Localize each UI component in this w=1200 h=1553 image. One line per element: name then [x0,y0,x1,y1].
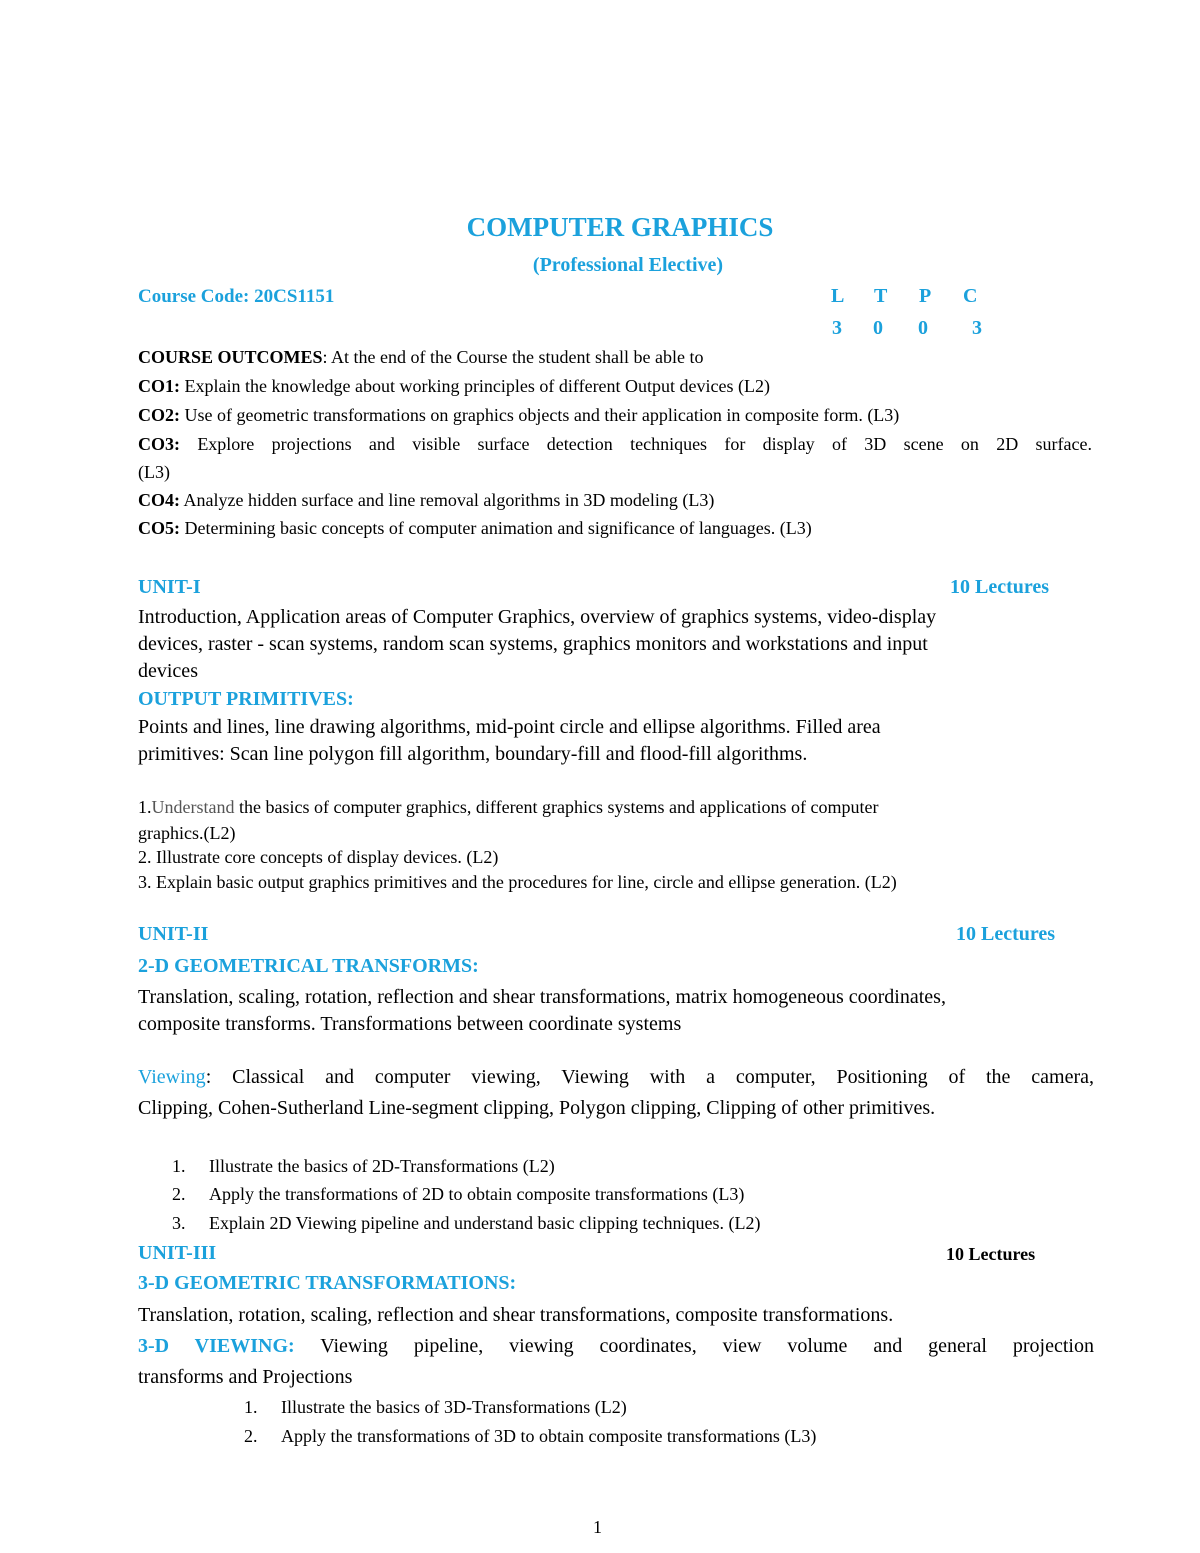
unit3-section-title: 3-D GEOMETRIC TRANSFORMATIONS: [138,1272,517,1294]
unit3-lectures: 10 Lectures [946,1244,1036,1264]
course-outcomes-heading: COURSE OUTCOMES [138,347,323,367]
outcome-co3-cont: (L3) [138,462,170,482]
outcome-text: Explain 2D Viewing pipeline and understand basic clipping techniques. (L2) [209,1213,761,1233]
outcome-text: Illustrate the basics of 3D-Transformations (L2) [281,1397,627,1417]
ltpc-value-c: 3 [972,317,982,339]
course-outcomes-intro: : At the end of the Course the student shall be able to [322,347,704,367]
outcome-number: 1. [172,1156,186,1176]
ltpc-value-p: 0 [918,317,928,339]
unit3-viewing-text: Viewing pipeline, viewing coordinates, view volume and general projection [294,1335,1094,1357]
unit1-outcome-3: 3. Explain basic output graphics primitives and the procedures for line, circle and ellipse generation. (L2) [138,872,897,892]
unit3-outcome-1 [244,1397,627,1418]
unit2-viewing-text: : Classical and computer viewing, Viewing with a computer, Positioning of the camera, [205,1066,1094,1088]
unit1-outcome-1 [138,797,878,818]
unit2-outcome-3 [172,1213,760,1234]
ltpc-label-c: C [963,285,978,307]
unit3-viewing-line2: transforms and Projections [138,1366,353,1388]
outcome-number: 2. [172,1184,186,1204]
unit3-outcome-2 [244,1426,816,1447]
outcome-co1 [138,376,770,397]
outcome-text: Illustrate the basics of 2D-Transformations (L2) [209,1156,555,1176]
unit1-outcome-2: 2. Illustrate core concepts of display devices. (L2) [138,847,499,867]
page-number: 1 [593,1517,602,1537]
outcome-text: Determining basic concepts of computer animation and significance of languages. (L3) [180,518,812,538]
unit1-title: UNIT-I [138,576,201,598]
unit1-outcome-1-cont: graphics.(L2) [138,823,236,843]
ltpc-value-l: 3 [832,317,842,339]
outcome-text: Explore projections and visible surface detection techniques for display of 3D scene on 2D surface. [180,434,1092,454]
unit2-viewing-line2: Clipping, Cohen-Sutherland Line-segment clipping, Polygon clipping, Clipping of other primitives. [138,1097,936,1119]
ltpc-label-l: L [831,285,845,307]
unit2-section-title: 2-D GEOMETRICAL TRANSFORMS: [138,955,479,977]
unit2-outcome-1 [172,1156,555,1177]
outcome-co3 [138,434,1092,455]
ltpc-label-t: T [874,285,888,307]
outcome-number: 1. [244,1397,258,1417]
outcome-code: CO3: [138,434,180,454]
unit2-viewing-label: Viewing [138,1066,206,1088]
unit3-viewing-line [138,1335,1094,1358]
unit2-title: UNIT-II [138,923,209,945]
outcome-text: the basics of computer graphics, different graphics systems and applications of computer [234,797,879,817]
page-subtitle: (Professional Elective) [532,254,724,276]
unit3-section-line: Translation, rotation, scaling, reflection and shear transformations, composite transformations. [138,1304,894,1326]
outcome-code: CO4: [138,490,180,510]
unit1-section-line: primitives: Scan line polygon fill algorithm, boundary-fill and flood-fill algorithms. [138,743,808,765]
unit1-section-line: Points and lines, line drawing algorithms, mid-point circle and ellipse algorithms. Filled area [138,716,881,738]
course-code: Course Code: 20CS1151 [138,286,335,307]
unit1-body-line: Introduction, Application areas of Computer Graphics, overview of graphics systems, video-display [138,606,937,628]
outcome-text: Apply the transformations of 2D to obtain composite transformations (L3) [209,1184,745,1204]
ltpc-label-p: P [919,285,932,307]
course-outcomes-line [138,347,703,368]
outcome-text: Analyze hidden surface and line removal algorithms in 3D modeling (L3) [180,490,715,510]
outcome-text: Explain the knowledge about working principles of different Output devices (L2) [180,376,771,396]
unit2-lectures: 10 Lectures [956,923,1056,945]
outcome-number: 3. [172,1213,186,1233]
outcome-code: CO1: [138,376,180,396]
outcome-co5 [138,518,812,539]
outcome-text: Use of geometric transformations on graphics objects and their application in composite form. (L3) [180,405,900,425]
outcome-number: 2. [244,1426,258,1446]
outcome-number: 1. [138,797,152,817]
unit3-viewing-label: 3-D VIEWING: [138,1335,295,1357]
unit1-body-line: devices [138,660,198,682]
unit2-section-line: Translation, scaling, rotation, reflection and shear transformations, matrix homogeneous coordinates, [138,986,946,1008]
page-title: COMPUTER GRAPHICS [466,212,774,242]
unit1-body-line: devices, raster - scan systems, random scan systems, graphics monitors and workstations and input [138,633,928,655]
unit2-section-line: composite transforms. Transformations between coordinate systems [138,1013,682,1035]
unit3-title: UNIT-III [138,1242,217,1264]
outcome-co2 [138,405,899,426]
outcome-code: CO2: [138,405,180,425]
unit2-viewing-line [138,1066,1094,1089]
unit2-outcome-2 [172,1184,744,1205]
unit1-section-title: OUTPUT PRIMITIVES: [138,688,354,710]
ltpc-value-t: 0 [873,317,883,339]
outcome-text: Apply the transformations of 3D to obtain composite transformations (L3) [281,1426,817,1446]
outcome-code: CO5: [138,518,180,538]
outcome-keyword: Understand [151,797,235,817]
unit1-lectures: 10 Lectures [950,576,1050,598]
outcome-co4 [138,490,714,511]
